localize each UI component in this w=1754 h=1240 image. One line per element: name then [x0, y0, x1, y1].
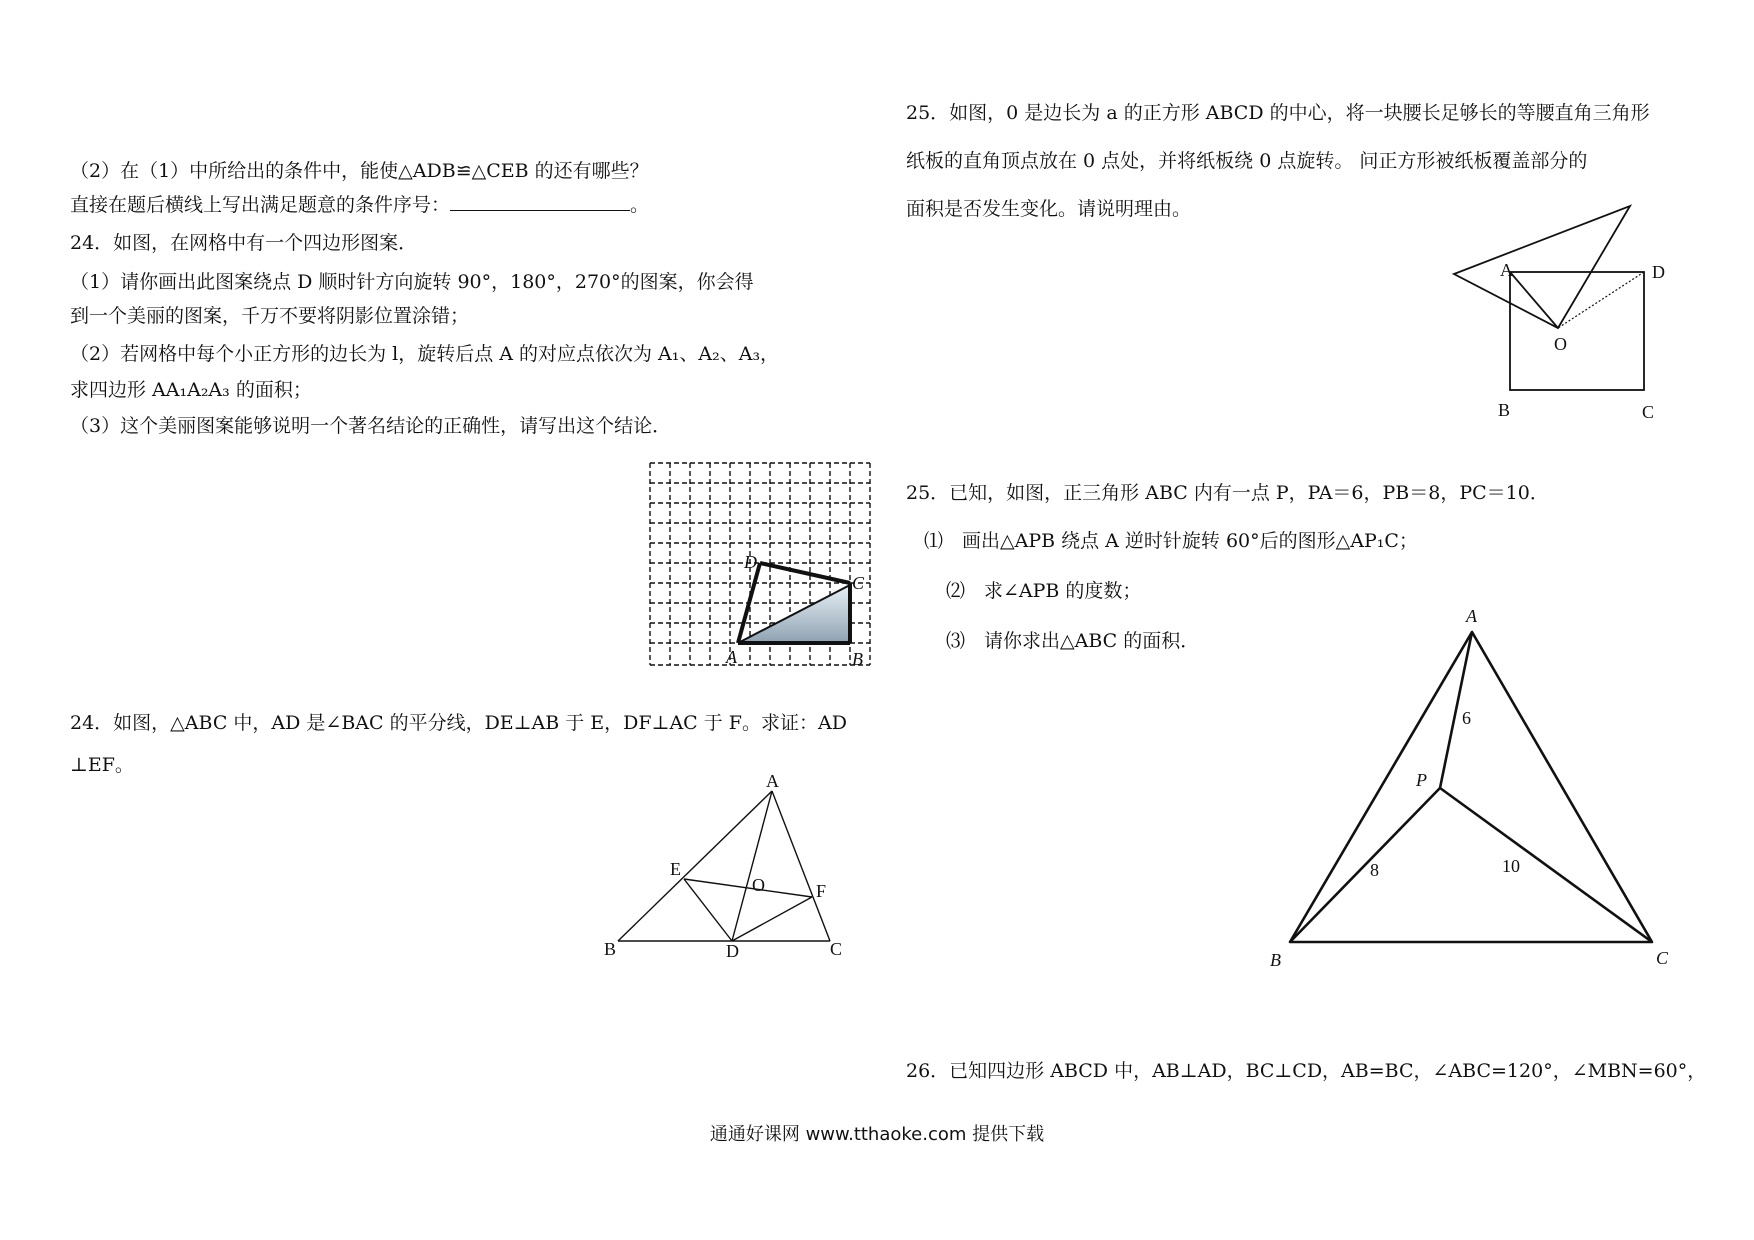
label-E: E — [670, 859, 681, 879]
q24b-line1: 24．如图，△ABC 中，AD 是∠BAC 的平分线，DE⊥AB 于 E，DF⊥AC 于 F。求证：AD — [70, 712, 847, 734]
q25b-part3: ⑶ 请你求出△ABC 的面积． — [946, 630, 1200, 652]
q25b-title: 25．已知，如图，正三角形 ABC 内有一点 P，PA＝6，PB＝8，PC＝10． — [906, 482, 1549, 504]
label-B: B — [604, 939, 617, 959]
q24b-line2: ⊥EF。 — [70, 754, 134, 776]
square-triangle-figure — [1440, 200, 1680, 430]
q23-part2-line2 — [70, 194, 649, 217]
label-B: B — [1270, 950, 1281, 970]
label-A: A — [726, 647, 737, 667]
label-D: D — [726, 941, 739, 961]
q25a-line1: 25．如图，0 是边长为 a 的正方形 ABCD 的中心，将一块腰长足够长的等腰直角三角形 — [906, 102, 1650, 124]
q24a-title: 24．如图，在网格中有一个四边形图案． — [70, 232, 418, 254]
label-P: P — [1416, 770, 1427, 790]
label-C: C — [1656, 948, 1669, 968]
q23-part2-line2-end: 。 — [630, 194, 650, 216]
label-C: C — [852, 573, 865, 593]
equilateral-triangle-figure — [1250, 600, 1670, 980]
q23-part2-line2-text: 直接在题后横线上写出满足题意的条件序号： — [70, 194, 451, 216]
q24a-part2-line1: （2）若网格中每个小正方形的边长为 l，旋转后点 A 的对应点依次为 A₁、A₂、A₃， — [70, 343, 780, 365]
q25b-part1: ⑴ 画出△APB 绕点 A 逆时针旋转 60°后的图形△AP₁C； — [924, 530, 1418, 552]
label-A: A — [1500, 260, 1513, 280]
label-O: O — [1554, 334, 1567, 354]
label-D: D — [1652, 262, 1665, 282]
q25a-line3: 面积是否发生变化。请说明理由。 — [906, 198, 1192, 220]
q25a-line2: 纸板的直角顶点放在 0 点处，并将纸板绕 0 点旋转。 问正方形被纸板覆盖部分的 — [906, 150, 1588, 172]
label-B: B — [852, 649, 863, 669]
page-footer: 通通好课网 www.tthaoke.com 提供下载 — [709, 1124, 1045, 1145]
label-D: D — [744, 552, 757, 572]
q26: 26．已知四边形 ABCD 中，AB⊥AD，BC⊥CD，AB=BC，∠ABC=120°，∠MBN=60°， — [906, 1060, 1707, 1082]
label-B: B — [1498, 400, 1511, 420]
q24a-part2-line2: 求四边形 AA₁A₂A₃ 的面积； — [70, 379, 312, 401]
grid-quadrilateral-figure — [640, 455, 880, 680]
q24a-part3: （3）这个美丽图案能够说明一个著名结论的正确性，请写出这个结论． — [70, 415, 672, 437]
q24a-part1-line1: （1）请你画出此图案绕点 D 顺时针方向旋转 90°，180°，270°的图案，你会得 — [70, 271, 754, 293]
label-A: A — [1466, 606, 1477, 626]
q24a-part1-line2: 到一个美丽的图案，千万不要将阴影位置涂错； — [70, 305, 470, 327]
q25b-part2: ⑵ 求∠APB 的度数； — [946, 580, 1142, 602]
label-PA: 6 — [1462, 708, 1471, 728]
triangle-bisector-figure — [600, 771, 860, 975]
q23-part2-line1: （2）在（1）中所给出的条件中，能使△ADB≌△CEB 的还有哪些？ — [70, 160, 649, 182]
label-PC: 10 — [1502, 856, 1520, 876]
label-O: O — [752, 875, 765, 895]
label-C: C — [830, 939, 843, 959]
label-F: F — [816, 881, 827, 901]
label-A: A — [766, 771, 779, 791]
label-C: C — [1642, 402, 1655, 422]
label-PB: 8 — [1370, 860, 1379, 880]
answer-blank-line — [450, 210, 630, 211]
